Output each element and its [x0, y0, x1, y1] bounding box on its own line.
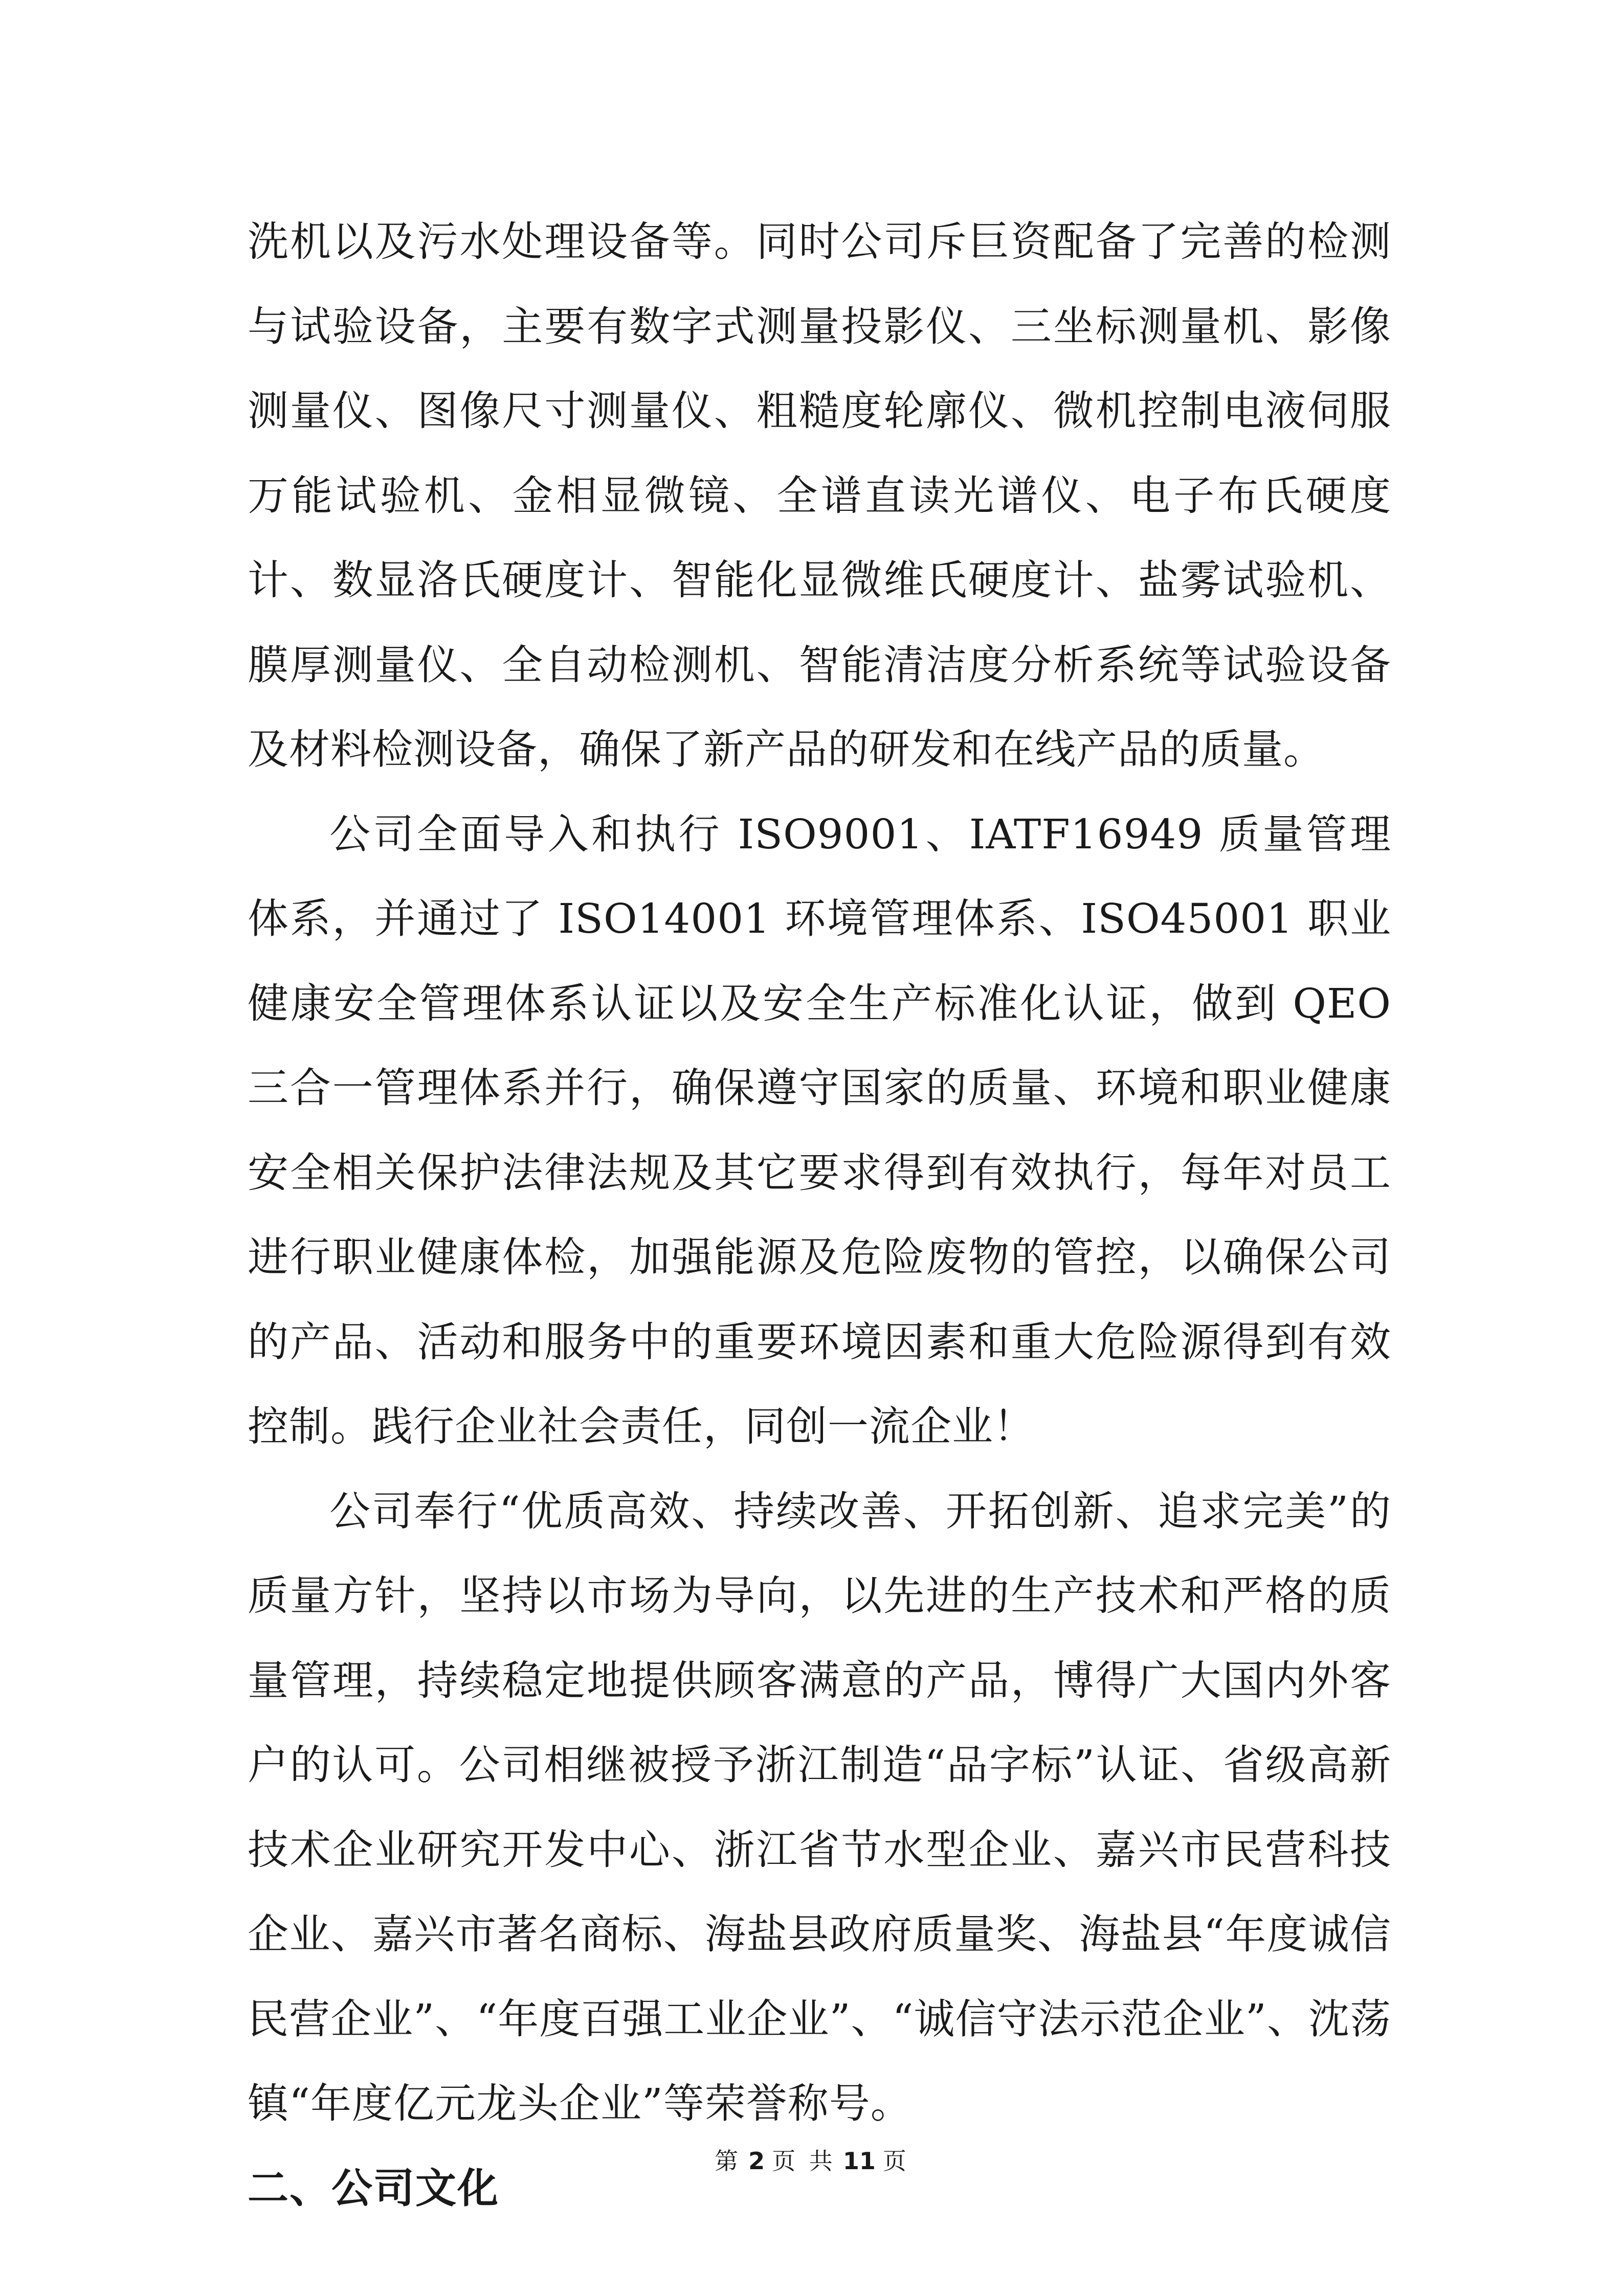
footer-current-page: 2	[748, 2147, 765, 2175]
paragraph-management-system: 公司全面导入和执行 ISO9001、IATF16949 质量管理体系，并通过了 ISO14001 环境管理体系、ISO45001 职业健康安全管理体系认证以及安全生产标准化认证，做到 QEO 三合一管理体系并行，确保遵守国家的质量、环境和职业健康安全相关保护法律法规及其它要求得到有效执行，每年对员工进行职业健康体检，加强能源及危险废物的管控，以确保公司的产品、活动和服务中的重要环境因素和重大危险源得到有效控制。践行企业社会责任，同创一流企业！	[248, 810, 1391, 1450]
section-heading-company-culture: 二、公司文化	[248, 2164, 499, 2212]
footer-middle: 页 共	[772, 2147, 836, 2175]
footer-prefix: 第	[715, 2147, 742, 2175]
footer-suffix: 页	[882, 2147, 909, 2175]
page-body	[248, 199, 1391, 2231]
paragraph-equipment: 洗机以及污水处理设备等。同时公司斥巨资配备了完善的检测与试验设备，主要有数字式测量投影仪、三坐标测量机、影像测量仪、图像尺寸测量仪、粗糙度轮廓仪、微机控制电液伺服万能试验机、金相显微镜、全谱直读光谱仪、电子布氏硬度计、数显洛氏硬度计、智能化显微维氏硬度计、盐雾试验机、膜厚测量仪、全自动检测机、智能清洁度分析系统等试验设备及材料检测设备，确保了新产品的研发和在线产品的质量。	[248, 218, 1391, 773]
page-footer	[0, 2143, 1624, 2176]
paragraph-quality-policy: 公司奉行“优质高效、持续改善、开拓创新、追求完美”的质量方针，坚持以市场为导向，以先进的生产技术和严格的质量管理，持续稳定地提供顾客满意的产品，博得广大国内外客户的认可。公司相继被授予浙江制造“品字标”认证、省级高新技术企业研究开发中心、浙江省节水型企业、嘉兴市民营科技企业、嘉兴市著名商标、海盐县政府质量奖、海盐县“年度诚信民营企业”、“年度百强工业企业”、“诚信守法示范企业”、沈荡镇“年度亿元龙头企业”等荣誉称号。	[248, 1487, 1391, 2127]
footer-total-pages: 11	[842, 2147, 876, 2175]
